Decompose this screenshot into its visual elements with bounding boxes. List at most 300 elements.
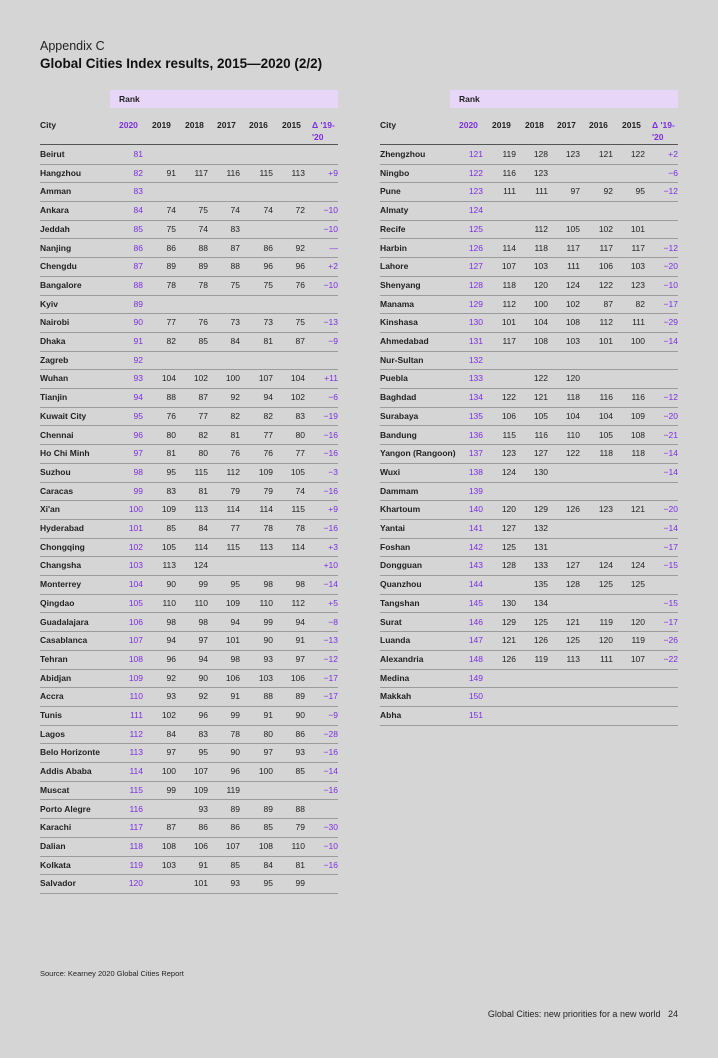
- cell-city: Addis Ababa: [40, 766, 92, 777]
- table-row: [40, 538, 338, 558]
- cell-2018: 111: [535, 186, 548, 197]
- cell-2018: 78: [198, 279, 208, 290]
- cell-2020: 107: [128, 635, 143, 646]
- cell-2019: 111: [503, 186, 516, 197]
- cell-2020: 94: [133, 392, 143, 403]
- cell-2018: 96: [198, 710, 208, 720]
- cell-2015: 112: [291, 597, 305, 608]
- cell-delta: −20: [663, 504, 678, 515]
- cell-2019: 108: [161, 840, 176, 851]
- cell-2018: 80: [198, 448, 208, 459]
- cell-city: Tangshan: [380, 597, 420, 608]
- table-row: [40, 482, 338, 502]
- cell-2015: 117: [631, 242, 645, 253]
- cell-2016: 107: [258, 373, 273, 384]
- cell-delta: −17: [663, 298, 678, 309]
- cell-city: Hangzhou: [40, 167, 82, 178]
- cell-2019: 104: [161, 373, 176, 384]
- cell-2019: 82: [166, 336, 176, 346]
- table-header: [40, 117, 338, 147]
- cell-2017: 102: [565, 298, 580, 309]
- cell-2020: 82: [133, 167, 143, 178]
- cell-2017: 112: [226, 466, 240, 477]
- cell-2018: 81: [198, 485, 208, 496]
- cell-city: Kinshasa: [380, 317, 418, 328]
- source-note: Source: Kearney 2020 Global Cities Report: [40, 969, 184, 978]
- cell-2018: 82: [198, 429, 208, 440]
- cell-2019: 88: [166, 392, 176, 403]
- cell-2020: 86: [133, 242, 143, 253]
- cell-delta: +10: [323, 560, 338, 571]
- cell-2019: 120: [501, 504, 516, 515]
- table-row: [40, 313, 338, 333]
- cell-2015: 101: [630, 223, 645, 234]
- cell-city: Almaty: [380, 205, 409, 216]
- cell-2018: 98: [198, 616, 208, 627]
- cell-2018: 119: [534, 653, 548, 664]
- cell-city: Jeddah: [40, 223, 70, 234]
- cell-2015: 96: [295, 261, 305, 272]
- table-row: [380, 482, 678, 502]
- cell-2020: 116: [129, 803, 143, 814]
- cell-city: Zagreb: [40, 354, 69, 365]
- cell-delta: −14: [663, 448, 678, 459]
- cell-2016: 94: [263, 392, 273, 403]
- appendix-label: Appendix C: [40, 39, 105, 53]
- cell-2019: 117: [502, 336, 516, 346]
- cell-2016: 101: [598, 336, 613, 346]
- cell-2018: 110: [194, 597, 208, 608]
- cell-2019: 126: [501, 653, 516, 664]
- cell-2020: 124: [468, 205, 483, 216]
- cell-delta: −15: [663, 597, 678, 608]
- table-row: [380, 351, 678, 371]
- table-row: [40, 182, 338, 202]
- cell-2015: 98: [295, 579, 305, 590]
- cell-2020: 105: [128, 597, 143, 608]
- cell-2016: 73: [263, 317, 273, 328]
- table-row: [40, 575, 338, 595]
- cell-city: Muscat: [40, 784, 70, 795]
- cell-2015: 111: [632, 317, 645, 328]
- cell-delta: −13: [323, 317, 338, 328]
- cell-2016: 109: [258, 466, 273, 477]
- cell-city: Wuhan: [40, 373, 69, 384]
- cell-2017: 122: [565, 448, 580, 459]
- cell-delta: +3: [328, 541, 338, 552]
- cell-delta: −16: [323, 784, 338, 795]
- cell-2016: 114: [259, 504, 273, 515]
- cell-city: Chongqing: [40, 541, 85, 552]
- cell-2015: 80: [295, 429, 305, 440]
- cell-2016: 119: [599, 616, 613, 627]
- cell-2020: 121: [468, 149, 483, 159]
- cell-2015: 86: [295, 728, 305, 739]
- cell-2016: 122: [598, 279, 613, 290]
- cell-2018: 77: [198, 410, 208, 421]
- cell-2016: 97: [263, 747, 273, 758]
- cell-2020: 127: [468, 261, 483, 272]
- cell-delta: −16: [323, 859, 338, 870]
- table-row: [380, 650, 678, 670]
- cell-city: Pune: [380, 186, 401, 197]
- cell-2019: 123: [501, 448, 516, 459]
- cell-2015: 87: [295, 336, 305, 346]
- cell-2017: 76: [230, 448, 240, 459]
- cell-2018: 125: [533, 616, 548, 627]
- cell-2018: 130: [533, 466, 548, 477]
- cell-2018: 92: [198, 691, 208, 702]
- cell-2016: 111: [600, 653, 613, 664]
- table-row: [380, 388, 678, 408]
- cell-2016: 105: [598, 429, 613, 440]
- cell-city: Kolkata: [40, 859, 71, 870]
- cell-city: Foshan: [380, 541, 411, 552]
- cell-2018: 75: [198, 205, 208, 216]
- cell-2018: 90: [198, 672, 208, 683]
- cell-2020: 84: [133, 205, 143, 216]
- cell-2020: 123: [468, 186, 483, 197]
- cell-2017: 73: [230, 317, 240, 328]
- cell-2018: 126: [533, 635, 548, 646]
- cell-2017: 89: [230, 803, 240, 814]
- cell-2019: 84: [166, 728, 176, 739]
- cell-2019: 121: [501, 635, 516, 646]
- cell-city: Dammam: [380, 485, 419, 496]
- cell-city: Amman: [40, 186, 72, 197]
- table-row: [40, 295, 338, 315]
- cell-city: Lagos: [40, 728, 66, 739]
- cell-city: Shenyang: [380, 279, 421, 290]
- cell-2016: 79: [263, 485, 273, 496]
- cell-2020: 150: [468, 691, 483, 702]
- cell-2016: 120: [598, 635, 613, 646]
- cell-city: Surabaya: [380, 410, 419, 421]
- cell-2016: 85: [263, 822, 273, 833]
- cell-delta: +5: [328, 597, 338, 608]
- cell-2016: 80: [263, 728, 273, 739]
- cell-2019: 75: [166, 223, 176, 234]
- table-row: [40, 818, 338, 838]
- cell-city: Abidjan: [40, 672, 72, 683]
- cell-2018: 105: [533, 410, 548, 421]
- cell-2018: 88: [198, 242, 208, 253]
- cell-2018: 95: [198, 747, 208, 758]
- cell-city: Puebla: [380, 373, 408, 384]
- cell-city: Nanjing: [40, 242, 72, 253]
- cell-2017: 110: [566, 429, 580, 440]
- table-row: [380, 575, 678, 595]
- cell-delta: −10: [323, 205, 338, 216]
- cell-delta: −14: [663, 336, 678, 346]
- cell-delta: −17: [663, 616, 678, 627]
- cell-2017: 114: [226, 504, 240, 515]
- table-row: [380, 239, 678, 259]
- cell-2017: 121: [565, 616, 580, 627]
- cell-city: Suzhou: [40, 466, 71, 477]
- cell-2015: 102: [290, 392, 305, 403]
- cell-2020: 131: [468, 336, 483, 346]
- cell-2015: 99: [295, 878, 305, 889]
- cell-2018: 114: [194, 541, 208, 552]
- cell-2018: 84: [198, 523, 208, 533]
- cell-2018: 91: [198, 859, 208, 870]
- cell-2019: 97: [166, 747, 176, 758]
- cell-delta: −13: [323, 635, 338, 646]
- cell-2017: 117: [566, 242, 580, 253]
- cell-2018: 97: [198, 635, 208, 646]
- cell-delta: −17: [323, 672, 338, 683]
- cell-2020: 134: [468, 392, 483, 403]
- cell-2017: 81: [230, 429, 240, 440]
- cell-2016: 82: [263, 410, 273, 421]
- cell-city: Kuwait City: [40, 410, 87, 421]
- cell-2015: 76: [295, 279, 305, 290]
- cell-2018: 115: [194, 466, 208, 477]
- cell-2018: 76: [198, 317, 208, 328]
- table-row: [40, 257, 338, 277]
- page-number: 24: [667, 1009, 678, 1019]
- cell-2018: 100: [533, 298, 548, 309]
- cell-2020: 139: [468, 485, 483, 496]
- cell-2017: 92: [230, 392, 240, 403]
- cell-2017: 87: [230, 242, 240, 253]
- cell-2015: 77: [295, 448, 305, 459]
- cell-2016: 104: [598, 410, 613, 421]
- table-row: [380, 313, 678, 333]
- cell-2015: 81: [295, 859, 305, 870]
- cell-city: Tunis: [40, 710, 63, 720]
- cell-2016: 115: [259, 167, 273, 178]
- cell-2020: 135: [468, 410, 483, 421]
- cell-city: Zhengzhou: [380, 149, 426, 159]
- cell-2016: 89: [263, 803, 273, 814]
- cell-city: Surat: [380, 616, 402, 627]
- cell-2019: 110: [162, 597, 176, 608]
- cell-2016: 86: [263, 242, 273, 253]
- header-2017: 2017: [557, 120, 576, 130]
- cell-2019: 87: [166, 822, 176, 833]
- table-row: [380, 145, 678, 165]
- cell-2018: 103: [533, 261, 548, 272]
- cell-2017: 119: [226, 784, 240, 795]
- table-header: [380, 117, 678, 147]
- cell-city: Accra: [40, 691, 64, 702]
- cell-2017: 126: [565, 504, 580, 515]
- cell-2015: 72: [295, 205, 305, 216]
- cell-2016: 121: [598, 149, 613, 159]
- cell-delta: −17: [323, 691, 338, 702]
- cell-2020: 140: [468, 504, 483, 515]
- table-row: [40, 332, 338, 352]
- cell-2020: 148: [468, 653, 483, 664]
- cell-2019: 91: [166, 167, 176, 178]
- cell-delta: −14: [663, 466, 678, 477]
- cell-2018: 131: [533, 541, 548, 552]
- cell-2018: 74: [198, 223, 208, 234]
- table-row: [40, 874, 338, 894]
- cell-2020: 141: [468, 523, 483, 533]
- cell-2018: 124: [193, 560, 208, 571]
- cell-2020: 111: [130, 710, 143, 720]
- header-2016: 2016: [249, 120, 268, 130]
- cell-2018: 85: [198, 336, 208, 346]
- table-row: [380, 276, 678, 296]
- cell-2016: 88: [263, 691, 273, 702]
- cell-2019: 93: [166, 691, 176, 702]
- cell-delta: −17: [663, 541, 678, 552]
- cell-2017: 77: [230, 523, 240, 533]
- cell-2018: 99: [198, 579, 208, 590]
- cell-city: Salvador: [40, 878, 76, 889]
- cell-city: Harbin: [380, 242, 407, 253]
- header-2015: 2015: [282, 120, 301, 130]
- cell-delta: −30: [323, 822, 338, 833]
- cell-city: Alexandria: [380, 653, 424, 664]
- cell-2015: 97: [295, 653, 305, 664]
- cell-2017: 101: [225, 635, 240, 646]
- cell-2018: 122: [533, 373, 548, 384]
- footer-text: Global Cities: new priorities for a new world: [487, 1009, 661, 1019]
- table-row: [40, 500, 338, 520]
- cell-delta: −16: [323, 523, 338, 533]
- cell-2020: 106: [128, 616, 143, 627]
- cell-2019: 102: [161, 710, 176, 720]
- cell-2018: 109: [193, 784, 208, 795]
- cell-2019: 127: [501, 523, 516, 533]
- cell-city: Bangalore: [40, 279, 82, 290]
- table-row: [40, 463, 338, 483]
- cell-city: Ho Chi Minh: [40, 448, 90, 459]
- cell-2018: 94: [198, 653, 208, 664]
- cell-2020: 93: [133, 373, 143, 384]
- cell-2017: 109: [225, 597, 240, 608]
- cell-city: Porto Alegre: [40, 803, 91, 814]
- header-2016: 2016: [589, 120, 608, 130]
- cell-2015: 109: [630, 410, 645, 421]
- cell-city: Khartoum: [380, 504, 421, 515]
- cell-delta: −20: [663, 410, 678, 421]
- cell-2017: 105: [565, 223, 580, 234]
- table-row: [380, 519, 678, 539]
- cell-2020: 151: [468, 710, 483, 720]
- cell-2019: 96: [166, 653, 176, 664]
- cell-2015: 105: [290, 466, 305, 477]
- cell-2017: 94: [230, 616, 240, 627]
- cell-2020: 104: [128, 579, 143, 590]
- cell-2016: 103: [258, 672, 273, 683]
- cell-2016: 125: [598, 579, 613, 590]
- cell-2019: 106: [501, 410, 516, 421]
- cell-2016: 77: [263, 429, 273, 440]
- cell-2017: 100: [225, 373, 240, 384]
- cell-2020: 108: [128, 653, 143, 664]
- table-row: [380, 295, 678, 315]
- table-row: [40, 519, 338, 539]
- cell-city: Manama: [380, 298, 415, 309]
- cell-2020: 136: [468, 429, 483, 440]
- cell-2015: 85: [295, 766, 305, 777]
- cell-2018: 120: [533, 279, 548, 290]
- cell-2017: 127: [565, 560, 580, 571]
- cell-delta: −10: [663, 279, 678, 290]
- cell-city: Ankara: [40, 205, 69, 216]
- cell-2016: 96: [263, 261, 273, 272]
- header-city: City: [40, 120, 57, 130]
- cell-2017: 123: [565, 149, 580, 159]
- cell-delta: −22: [663, 653, 678, 664]
- cell-2020: 114: [129, 766, 143, 777]
- cell-2019: 116: [502, 167, 516, 178]
- cell-2016: 110: [259, 597, 273, 608]
- cell-2017: 85: [230, 859, 240, 870]
- cell-2020: 128: [468, 279, 483, 290]
- cell-2015: 90: [295, 710, 305, 720]
- cell-2017: 96: [230, 766, 240, 777]
- cell-city: Yangon (Rangoon): [380, 448, 456, 459]
- cell-delta: −12: [663, 242, 678, 253]
- cell-2016: 108: [258, 840, 273, 851]
- cell-2015: 74: [295, 485, 305, 496]
- cell-2018: 106: [193, 840, 208, 851]
- cell-city: Tehran: [40, 653, 68, 664]
- cell-2017: 113: [566, 653, 580, 664]
- cell-2015: 100: [630, 336, 645, 346]
- cell-2020: 122: [468, 167, 483, 178]
- cell-2020: 126: [468, 242, 483, 253]
- table-row: [40, 426, 338, 446]
- cell-2020: 115: [129, 784, 143, 795]
- cell-2019: 86: [166, 242, 176, 253]
- cell-2015: 89: [295, 691, 305, 702]
- cell-city: Nur-Sultan: [380, 354, 424, 365]
- table-row: [380, 220, 678, 240]
- cell-2020: 112: [129, 728, 143, 739]
- cell-2020: 110: [129, 691, 143, 702]
- cell-2020: 88: [133, 279, 143, 290]
- cell-delta: −10: [323, 223, 338, 234]
- cell-2016: 117: [599, 242, 613, 253]
- cell-city: Caracas: [40, 485, 74, 496]
- cell-2018: 113: [194, 504, 208, 515]
- cell-city: Dalian: [40, 840, 66, 851]
- cell-city: Tianjin: [40, 392, 68, 403]
- cell-city: Ahmedabad: [380, 336, 429, 346]
- table-row: [40, 351, 338, 371]
- cell-2019: 115: [502, 429, 516, 440]
- table-row: [40, 201, 338, 221]
- cell-2018: 83: [198, 728, 208, 739]
- cell-2016: 74: [263, 205, 273, 216]
- table-row: [380, 444, 678, 464]
- cell-2020: 103: [128, 560, 143, 571]
- cell-2018: 93: [198, 803, 208, 814]
- cell-city: Guadalajara: [40, 616, 89, 627]
- cell-delta: −20: [663, 261, 678, 272]
- cell-delta: +9: [328, 504, 338, 515]
- cell-2015: 95: [635, 186, 645, 197]
- cell-2018: 133: [533, 560, 548, 571]
- cell-2017: 88: [230, 261, 240, 272]
- table-row: [380, 463, 678, 483]
- cell-2015: 123: [630, 279, 645, 290]
- cell-delta: −29: [663, 317, 678, 328]
- cell-delta: −16: [323, 485, 338, 496]
- cell-2020: 147: [468, 635, 483, 646]
- cell-2017: 95: [230, 579, 240, 590]
- header-2020: 2020: [119, 120, 138, 130]
- cell-2018: 101: [193, 878, 208, 889]
